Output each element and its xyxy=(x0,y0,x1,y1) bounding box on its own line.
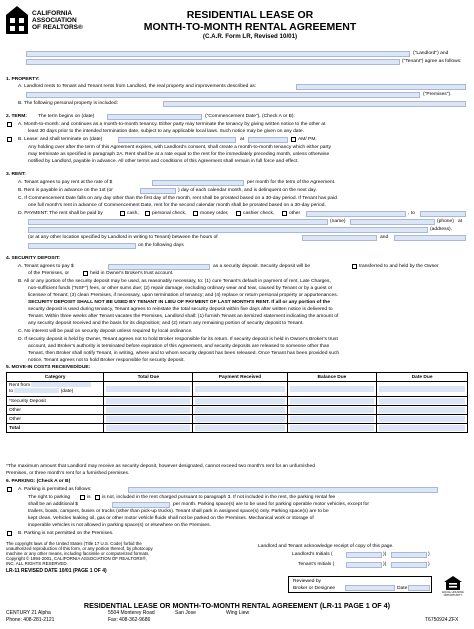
deposit-b-line2: non-sufficient funds ("NSF") fees, or other sums due; (2) repair damage, excluding ordinary wear and tear, caused by Tenant or by a guest or xyxy=(28,286,333,291)
page-footer-title: RESIDENTIAL LEASE OR MONTH-TO-MONTH RENTAL AGREEMENT (LR-11 PAGE 1 OF 4) xyxy=(83,601,391,610)
rent-to-field[interactable] xyxy=(14,388,59,393)
deposit-a-middle: as a security deposit. Security deposit will be xyxy=(213,264,311,269)
balance-due-cell[interactable] xyxy=(287,415,377,424)
payment-received-cell[interactable] xyxy=(193,382,287,397)
name-label: (name) xyxy=(330,219,346,224)
house-logo-icon xyxy=(5,5,29,35)
category-cell: Other xyxy=(7,406,104,415)
other-payment-checkbox[interactable] xyxy=(282,211,287,216)
property-a-text: A. Landlord rents to Tenant and Tenant rents from Landlord, the real property and improvements described as: xyxy=(18,84,257,89)
deposit-b-line1: B. All or any portion of the security deposit may be used, as reasonably necessary, to: (1) cure Tenant's default in payment of rent, Late Charges, xyxy=(18,279,331,284)
address-label: (address), xyxy=(430,227,453,232)
column-header: Total Due xyxy=(104,373,193,382)
tenant-label: ("Tenant") agree as follows: xyxy=(402,59,462,64)
table-row xyxy=(7,415,468,424)
agency-fax: Fax: 408-362-9686 xyxy=(108,617,151,623)
category-cell xyxy=(7,382,104,397)
parking-a-line4: trailers, boats, campers, buses or trucks (other than pick-up trucks). Tenant shall park in assigned space(s) only. Parking space(s) are to be xyxy=(28,509,329,514)
deposit-b-line3: licensee of Tenant; (3) clean Premises, if necessary, upon termination of tenancy; and (4) replace or return personal property or appurtenances. xyxy=(28,293,338,298)
personal-check-label: personal check, xyxy=(152,211,187,216)
deposit-heading: 4. SECURITY DEPOSIT: xyxy=(6,256,60,261)
broker-trust-checkbox[interactable] xyxy=(83,271,88,276)
rent-heading: 3. RENT: xyxy=(6,172,26,177)
personal-property-field[interactable] xyxy=(163,101,466,107)
copyright-line4: Copyright © 1994-2001, CALIFORNIA ASSOCIATION OF REALTORS®, xyxy=(6,556,147,561)
rent-date-label: (date) xyxy=(60,388,74,394)
deposit-a-suffix: transferred to and held by the Owner xyxy=(359,264,439,269)
payment-received-cell[interactable] xyxy=(193,415,287,424)
premises-label: ("Premises"). xyxy=(423,92,452,97)
agency-street: 5504 Monterey Road xyxy=(108,610,155,616)
phone-label: (phone) xyxy=(437,219,454,224)
cashier-check-label: cashier check, xyxy=(243,211,275,216)
balance-due-cell[interactable] xyxy=(287,397,377,406)
parking-right-text: The right to parking xyxy=(28,495,71,500)
copyright-line5: INC. ALL RIGHTS RESERVED. xyxy=(6,561,68,566)
lease-end-time-field[interactable] xyxy=(248,137,288,143)
lease-checkbox[interactable] xyxy=(7,137,12,142)
parking-included-checkbox[interactable] xyxy=(80,495,85,500)
column-header: Date Due xyxy=(377,373,468,382)
rent-to-label: to xyxy=(9,388,14,394)
landlord-label: ("Landlord") and xyxy=(413,51,449,56)
tenant-initials-end: ) xyxy=(428,562,430,567)
balance-due-cell[interactable] xyxy=(287,424,377,433)
tenant-initials-label: Tenant's Initials ( xyxy=(298,562,335,567)
agent-name: Wing Liew xyxy=(226,610,250,616)
am-pm-label: AM/ PM. xyxy=(298,137,317,142)
deposit-d-line3: Tenant, then Broker shall notify Tenant, in writing, where and to whom security deposit has been released. Once Tenant has been provided such xyxy=(28,351,340,356)
date-due-cell[interactable] xyxy=(377,397,468,406)
deposit-b-line4: SECURITY DEPOSIT SHALL NOT BE USED BY TENANT IN LIEU OF PAYMENT OF LAST MONTH'S RENT. If all or any portion of the xyxy=(28,300,330,305)
property-b-text: B. The following personal property is included: xyxy=(18,101,118,106)
landlord-name-field[interactable] xyxy=(26,51,410,57)
date-due-cell[interactable] xyxy=(377,415,468,424)
rent-due-day-field[interactable] xyxy=(140,188,176,194)
review-date-label: Date xyxy=(397,586,408,591)
term-b-line1: B. Lease: and shall terminate on (date) xyxy=(18,137,103,142)
category-cell: *Security Deposit xyxy=(7,397,104,406)
payment-days-field[interactable] xyxy=(28,243,136,249)
equal-housing-logo xyxy=(440,576,466,598)
category-cell: Other xyxy=(7,415,104,424)
term-b-line3: may terminate as specified in paragraph 2A. Rent shall be at a rate equal to the rent for the immediately preceding month, unless otherwise xyxy=(28,152,330,157)
hours-and-label: and xyxy=(380,235,389,240)
copyright-line3: machine or any other means, including facsimile or computerized formats. xyxy=(6,551,150,556)
title-line1: RESIDENTIAL LEASE OR xyxy=(186,9,314,21)
rent-amount-field[interactable] xyxy=(152,180,244,186)
rent-a-suffix: per month for the term of the Agreement. xyxy=(247,180,336,185)
payment-location-text: (or at any other location specified by Landlord in writing to Tenant) between the hours of xyxy=(28,235,218,240)
days-label: on the following days xyxy=(138,243,184,248)
copyright-line2: unauthorized reproduction of this form, or any portion thereof, by photocopy xyxy=(6,546,153,551)
agency-name: CENTURY 21 Alpha xyxy=(6,610,51,616)
month-to-month-checkbox[interactable] xyxy=(7,122,12,127)
parking-b-text: B. Parking is not permitted on the Premises. xyxy=(18,531,114,536)
held-by-owner-checkbox[interactable] xyxy=(352,264,357,269)
payment-received-cell[interactable] xyxy=(193,406,287,415)
term-begins-text: The term begins on (date) xyxy=(38,114,95,119)
broker-trust-label: held in Owner's Broker's trust account. xyxy=(90,271,174,276)
rent-a-text: A. Tenant agrees to pay rent at the rate of $ xyxy=(18,180,113,185)
cashier-check-checkbox[interactable] xyxy=(236,211,241,216)
landlord-initials-sep: )( xyxy=(383,552,387,557)
total-due-cell[interactable] xyxy=(104,424,193,433)
term-b-line4: notified by Landlord, payable in advance. All other terms and conditions of this Agreement shall remain in full force and effect. xyxy=(28,159,299,164)
parking-a-line6: inoperable vehicles is not allowed in parking space(s) or elsewhere on the Premises. xyxy=(28,523,211,528)
column-header: Balance Due xyxy=(287,373,377,382)
tenant-name-field[interactable] xyxy=(26,59,400,65)
am-pm-checkbox[interactable] xyxy=(291,137,296,142)
logo-line2: ASSOCIATION xyxy=(32,17,77,24)
money-order-label: money order, xyxy=(200,211,229,216)
parking-not-included-text: is not, included in the rent charged pursuant to paragraph 3. If not included in the rent, the parking rental fee xyxy=(102,495,336,500)
payment-received-cell[interactable] xyxy=(193,424,287,433)
balance-due-cell[interactable] xyxy=(287,406,377,415)
term-begin-date-field[interactable] xyxy=(107,114,202,120)
term-b-line2: Any holding over after the term of this Agreement expires, with Landlord's consent, shall create a month-to-month tenancy which either party xyxy=(28,145,331,150)
revised-date: LR-11 REVISED DATE 10/01 (PAGE 1 OF 4) xyxy=(6,568,107,574)
column-header: Category xyxy=(7,373,104,382)
parking-not-permitted-checkbox[interactable] xyxy=(7,531,12,536)
rent-from-field[interactable] xyxy=(31,382,91,387)
form-subtitle: (C.A.R. Form LR, Revised 10/01) xyxy=(202,33,298,40)
review-box xyxy=(288,576,432,593)
property-heading: 1. PROPERTY: xyxy=(6,77,40,82)
rent-c-line1: C. If Commencement Date falls on any day other than the first day of the month, rent shall be prorated based on a 30-day period. If Tenant has paid xyxy=(18,196,337,201)
cash-label: cash, xyxy=(127,211,139,216)
term-at-label: at xyxy=(240,137,245,142)
balance-due-cell[interactable] xyxy=(287,382,377,397)
landlord-initials-field-2[interactable] xyxy=(391,552,427,558)
parking-fee-text: shall be an additional $ xyxy=(28,502,79,507)
landlord-initials-field-1[interactable] xyxy=(346,552,382,558)
table-header-row xyxy=(7,373,468,382)
deposit-d-line4: notice, Tenant agrees not to hold Broker responsible for security deposit. xyxy=(28,358,185,363)
rent-b-suffix: ) day of each calendar month, and is delinquent on the next day. xyxy=(178,188,317,193)
deposit-b-line5: security deposit is used during tenancy, Tenant agrees to reinstate the total security deposit within five days after written notice is delivered to xyxy=(28,307,333,312)
column-header: Payment Received xyxy=(193,373,287,382)
hours-from-field[interactable] xyxy=(302,235,377,241)
reviewer-field[interactable] xyxy=(345,585,395,591)
car-logo xyxy=(5,5,95,37)
property-description-field[interactable] xyxy=(296,84,466,90)
table-row xyxy=(7,382,468,397)
parking-permitted-checkbox[interactable] xyxy=(7,487,12,492)
reviewed-by-label: Reviewed by xyxy=(293,579,321,584)
landlord-initials-label: Landlord's Initials ( xyxy=(292,552,333,557)
payee-field[interactable] xyxy=(420,211,466,217)
date-due-cell[interactable] xyxy=(377,424,468,433)
parking-a-text: A. Parking is permitted as follows: xyxy=(18,487,92,492)
move-in-costs-table xyxy=(6,372,468,433)
term-a-line1: A. Month-to-month: and continues as a month-to-month tenancy. Either party may terminate the tenancy by giving written notice to the other at xyxy=(18,122,326,127)
rent-c-line2: one full month's rent in advance of Commencement Date, rent for the second calendar month shall be prorated based on a 30-day period. xyxy=(28,203,326,208)
agency-city: San Jose xyxy=(175,610,196,616)
cash-checkbox[interactable] xyxy=(120,211,125,216)
other-payment-label: other xyxy=(289,211,301,216)
equal-housing-icon xyxy=(444,576,462,590)
money-order-checkbox[interactable] xyxy=(193,211,198,216)
deposit-c-text: C. No interest will be paid on security deposit unless required by local ordinance. xyxy=(18,329,193,334)
total-due-cell[interactable] xyxy=(104,382,193,397)
lease-end-date-field[interactable] xyxy=(118,137,236,143)
parking-is-label: is xyxy=(87,495,91,500)
commencement-text: ("Commencement Date"), (Check A or B): xyxy=(205,114,295,119)
move-in-heading: 5. MOVE-IN COSTS RECEIVED/DUE: xyxy=(6,365,91,370)
personal-check-checkbox[interactable] xyxy=(145,211,150,216)
category-cell: Total xyxy=(7,424,104,433)
parking-fee-suffix: per month. Parking space(s) are to be used for parking operable motor vehicles, except for xyxy=(173,502,369,507)
date-due-cell[interactable] xyxy=(377,382,468,397)
payee-phone-field[interactable] xyxy=(350,219,435,225)
landlord-initials-end: ) xyxy=(428,552,430,557)
deposit-b-line6: Tenant. Within three weeks after Tenant vacates the Premises, Landlord shall: (1) furnish Tenant an itemized statement indicating the amount of xyxy=(28,314,339,319)
parking-not-included-checkbox[interactable] xyxy=(95,495,100,500)
payment-text: D. PAYMENT: The rent shall be paid by xyxy=(18,211,103,216)
term-a-line2: least 30 days prior to the intended termination date, subject to any applicable local laws. Such notice may be given on any date. xyxy=(28,129,304,134)
logo-line3: OF REALTORS® xyxy=(32,24,83,31)
term-heading: 2. TERM: xyxy=(6,114,27,119)
tenant-initials-sep: )( xyxy=(383,562,387,567)
tenant-initials-field-1[interactable] xyxy=(346,562,382,568)
deposit-a-line2: of the Premises, or xyxy=(28,271,70,276)
rent-from-label: Rent from xyxy=(9,382,31,388)
agency-phone: Phone: 408-281-2121 xyxy=(6,617,55,623)
title-line2: MONTH-TO-MONTH RENTAL AGREEMENT xyxy=(143,21,357,33)
table-row xyxy=(7,397,468,406)
deposit-amount-field[interactable] xyxy=(108,264,210,270)
copyright-line1: The copyright laws of the United States (Title 17 U.S. Code) forbid the xyxy=(6,541,142,546)
parking-heading: 6. PARKING: (Check A or B) xyxy=(6,479,71,484)
broker-designee-label: Broker or Designee xyxy=(293,586,336,591)
hours-to-field[interactable] xyxy=(394,235,466,241)
total-due-cell[interactable] xyxy=(104,406,193,415)
parking-fee-field[interactable] xyxy=(112,502,170,508)
rent-b-text: B. Rent is payable in advance on the 1st (or xyxy=(18,188,113,193)
payment-to-label: , to xyxy=(408,211,415,216)
acknowledge-text: Landlord and Tenant acknowledge receipt of copy of this page. xyxy=(258,544,394,549)
deposit-note-line1: *The maximum amount that Landlord may receive as security deposit, however designated, cannot exceed two month's rent for an unfurnished xyxy=(6,464,315,469)
total-due-cell[interactable] xyxy=(104,415,193,424)
deposit-a-text: A. Tenant agrees to pay $ xyxy=(18,264,74,269)
payment-at-label: at xyxy=(458,219,463,224)
deposit-note-line2: Premises, or three month's rent for a furnished premises. xyxy=(6,471,130,476)
property-address-field[interactable] xyxy=(26,92,420,98)
logo-line1: CALIFORNIA xyxy=(32,10,73,17)
parking-a-line5: kept clean. Vehicles leaking oil, gas or other motor vehicle fluids shall not be parked on the Premises. Mechanical work or storage of xyxy=(28,516,314,521)
total-due-cell[interactable] xyxy=(104,397,193,406)
other-payment-field[interactable] xyxy=(306,211,406,217)
deposit-d-line1: D. If security deposit is held by Owner, Tenant agrees not to hold Broker responsible for its return. If security deposit is held in Owner's Broker's trust xyxy=(18,337,338,342)
payment-address-field[interactable] xyxy=(28,227,428,233)
tenant-initials-field-2[interactable] xyxy=(391,562,427,568)
payee-name-field[interactable] xyxy=(28,219,328,225)
deposit-b-line7: any security deposit received and the basis for its disposition; and (2) return any remaining portion of security deposit to Tenant. xyxy=(28,321,304,326)
review-date-field[interactable] xyxy=(408,585,430,591)
form-id: T6750924.ZFX xyxy=(425,617,459,623)
payment-received-cell[interactable] xyxy=(193,397,287,406)
parking-terms-field[interactable] xyxy=(128,487,438,493)
eho-label: EQUAL HOUSING OPPORTUNITY xyxy=(442,591,464,597)
table-row xyxy=(7,406,468,415)
deposit-d-line2: account, and Broker's authority is terminated before expiration of this Agreement, and security deposits are released to someone other than xyxy=(28,344,330,349)
table-row xyxy=(7,424,468,433)
date-due-cell[interactable] xyxy=(377,406,468,415)
